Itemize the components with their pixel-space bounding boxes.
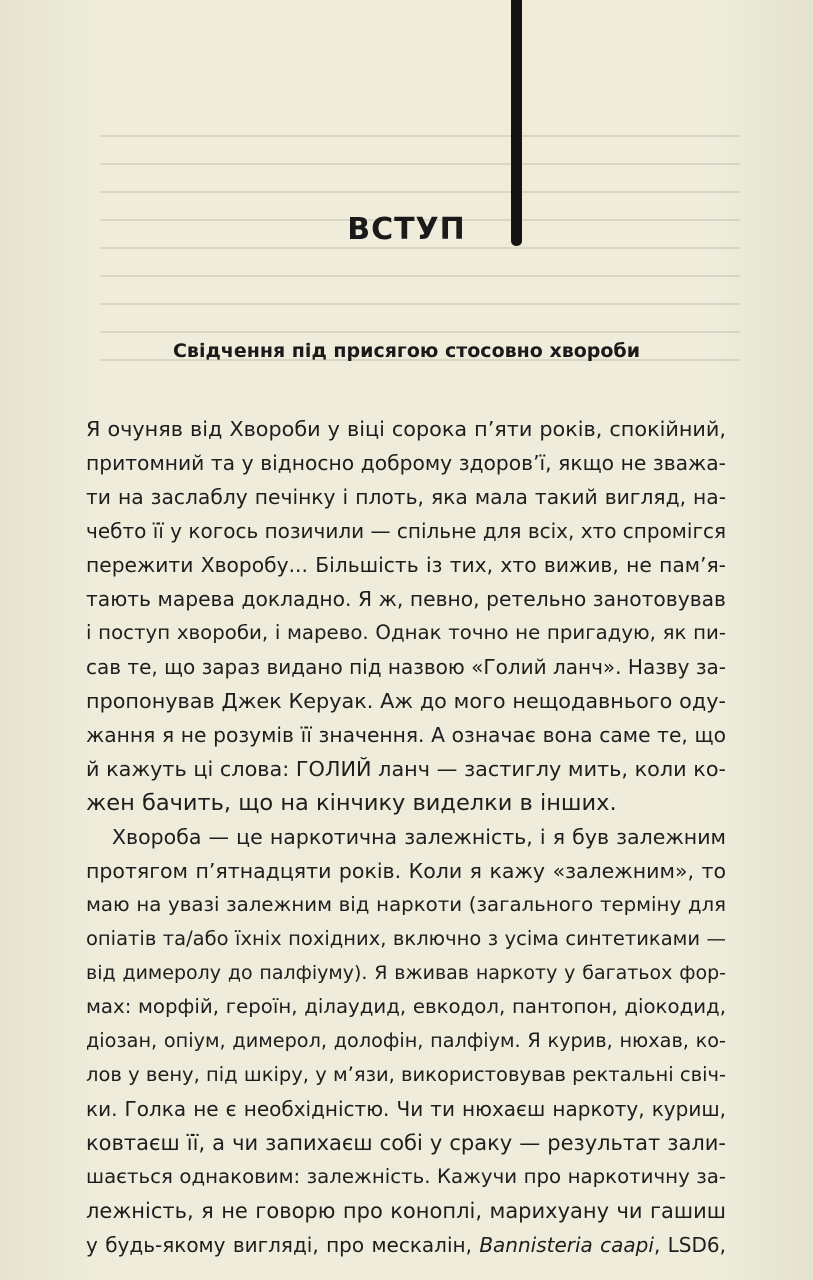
text-line: пережити Хворобу... Більшість із тих, хто вижив, не пам’я-	[86, 553, 726, 577]
text-line: притомний та у відносно доброму здоров’ї, якщо не зважа-	[86, 451, 726, 475]
text-line: і поступ хвороби, і марево. Однак точно не пригадую, як пи-	[86, 621, 726, 644]
italic-term: Bannisteria caapi	[479, 1233, 654, 1257]
text-line: чебто її у когось позичили — спільне для всіх, хто спромігся	[86, 519, 726, 543]
section-title: Свідчення під присягою стосовно хвороби	[172, 340, 641, 362]
decorative-vertical-bar	[511, 0, 522, 246]
text-segment: , LSD6,	[653, 1233, 726, 1257]
text-line: маю на увазі залежним від наркоти (загального терміну для	[86, 893, 726, 916]
paragraph-1	[86, 412, 726, 820]
text-line: від димеролу до палфіуму). Я вживав наркоту у багатьох фор-	[86, 962, 726, 984]
text-line: ки. Голка не є необхідністю. Чи ти нюхаєш наркоту, куриш,	[86, 1097, 726, 1121]
text-line: ти на заслаблу печінку і плоть, яка мала такий вигляд, на-	[86, 485, 726, 509]
text-line: мах: морфій, героїн, ділаудид, евкодол, пантопон, діокодид,	[86, 995, 726, 1018]
text-line: Хвороба — це наркотична залежність, і я був залежним	[112, 825, 726, 849]
text-line: лежність, я не говорю про коноплі, марихуану чи гашиш	[86, 1199, 726, 1223]
text-line: тають марева докладно. Я ж, певно, ретельно занотовував	[86, 587, 726, 611]
text-line: лов у вену, під шкіру, у м’язи, використовував ректальні свіч-	[86, 1063, 727, 1086]
text-segment: у будь-якому вигляді, про мескалін,	[86, 1233, 480, 1257]
text-line: шається однаковим: залежність. Кажучи про наркотичну за-	[86, 1165, 726, 1188]
text-line: й кажуть ці слова: ГОЛИЙ ланч — застиглу мить, коли ко-	[86, 757, 726, 781]
text-line: жання я не розумів її значення. А означає вона саме те, що	[86, 723, 726, 747]
text-line: Я очуняв від Хвороби у віці сорока п’яти років, спокійний,	[86, 417, 726, 441]
text-line: опіатів та/або їхніх похідних, включно з усіма синтетиками —	[86, 927, 726, 950]
body-text	[86, 412, 726, 1262]
text-line-last	[86, 1228, 726, 1262]
paragraph-2	[86, 820, 726, 1262]
text-line: сав те, що зараз видано під назвою «Голий ланч». Назву за-	[86, 655, 726, 679]
text-line: діозан, опіум, димерол, долофін, палфіум. Я курив, нюхав, ко-	[86, 1029, 726, 1052]
text-line: протягом п’ятнадцяти років. Коли я кажу «залежним», то	[86, 859, 726, 883]
chapter-title: ВСТУП	[347, 212, 466, 247]
text-line: пропонував Джек Керуак. Аж до мого нещодавнього оду-	[86, 689, 726, 713]
text-line: жен бачить, що на кінчику виделки в інших.	[86, 790, 617, 816]
text-line: ковтаєш її, а чи запихаєш собі у сраку — результат зали-	[86, 1131, 726, 1155]
